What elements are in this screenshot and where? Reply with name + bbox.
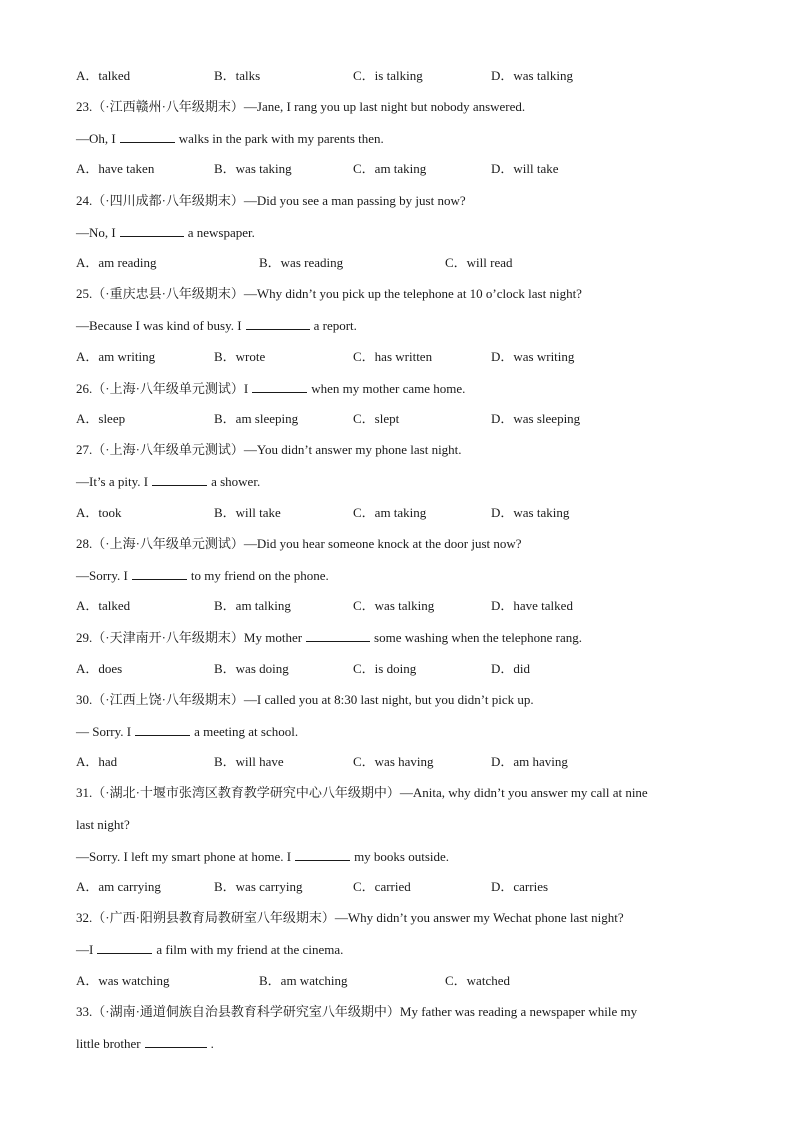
- question-text: 24.（·四川成都·八年级期末）—Did you see a man passing by just now?: [76, 193, 466, 208]
- answer-option[interactable]: B．talks: [214, 68, 261, 83]
- answer-option[interactable]: A．does: [76, 661, 123, 676]
- answer-blank[interactable]: [135, 723, 190, 736]
- answer-option[interactable]: B．wrote: [214, 349, 266, 364]
- answer-option[interactable]: C．carried: [353, 879, 411, 894]
- answer-option[interactable]: C．slept: [353, 411, 400, 426]
- text-after-blank: a newspaper.: [187, 225, 255, 240]
- answer-blank[interactable]: [252, 380, 307, 393]
- answer-option[interactable]: A．took: [76, 505, 122, 520]
- answer-option[interactable]: A．had: [76, 754, 118, 769]
- answer-option[interactable]: D．was taking: [491, 505, 570, 520]
- answer-option[interactable]: D．will take: [491, 161, 559, 176]
- answer-option[interactable]: D．was sleeping: [491, 411, 581, 426]
- question-line-with-blank: [76, 1035, 214, 1052]
- text-after-blank: a shower.: [211, 474, 261, 489]
- answer-option[interactable]: B．am sleeping: [214, 411, 299, 426]
- answer-option[interactable]: C．is doing: [353, 661, 417, 676]
- question-text: 33.（·湖南·通道侗族自治县教育科学研究室八年级期中）My father was reading a newspaper while my: [76, 1004, 638, 1019]
- text-after-blank: my books outside.: [354, 849, 450, 864]
- question-line-with-blank: [76, 723, 298, 740]
- question-text: last night?: [76, 817, 130, 832]
- answer-blank[interactable]: [145, 1035, 207, 1048]
- text-before-blank: little brother: [76, 1036, 141, 1051]
- answer-blank[interactable]: [120, 224, 184, 237]
- question-line-with-blank: [76, 130, 384, 147]
- answer-blank[interactable]: [306, 629, 370, 642]
- answer-option[interactable]: B．was doing: [214, 661, 289, 676]
- text-before-blank: —Sorry. I: [76, 568, 128, 583]
- answer-option[interactable]: B．am talking: [214, 598, 291, 613]
- answer-option[interactable]: A．talked: [76, 68, 131, 83]
- text-before-blank: —Oh, I: [76, 131, 116, 146]
- answer-option[interactable]: B．will have: [214, 754, 284, 769]
- question-text: 23.（·江西赣州·八年级期末）—Jane, I rang you up last night but nobody answered.: [76, 99, 526, 114]
- answer-option[interactable]: C．was talking: [353, 598, 435, 613]
- text-before-blank: —It’s a pity. I: [76, 474, 149, 489]
- text-after-blank: walks in the park with my parents then.: [178, 131, 384, 146]
- answer-blank[interactable]: [120, 130, 175, 143]
- answer-option[interactable]: C．is talking: [353, 68, 423, 83]
- answer-option[interactable]: A．was watching: [76, 973, 170, 988]
- text-after-blank: .: [210, 1036, 214, 1051]
- answer-option[interactable]: B．was reading: [259, 255, 344, 270]
- question-text: 31.（·湖北·十堰市张湾区教育教学研究中心八年级期中）—Anita, why didn’t you answer my call at nine: [76, 785, 648, 800]
- answer-blank[interactable]: [152, 473, 207, 486]
- question-line-with-blank: [76, 317, 357, 334]
- answer-option[interactable]: A．am reading: [76, 255, 157, 270]
- answer-option[interactable]: D．carries: [491, 879, 549, 894]
- question-line-with-blank: [76, 567, 329, 584]
- answer-blank[interactable]: [246, 317, 310, 330]
- answer-option[interactable]: C．am taking: [353, 161, 427, 176]
- answer-option[interactable]: B．was taking: [214, 161, 292, 176]
- answer-option[interactable]: D．am having: [491, 754, 568, 769]
- text-after-blank: a film with my friend at the cinema.: [156, 942, 344, 957]
- text-before-blank: —Because I was kind of busy. I: [76, 318, 242, 333]
- question-text: 30.（·江西上饶·八年级期末）—I called you at 8:30 last night, but you didn’t pick up.: [76, 692, 534, 707]
- answer-option[interactable]: B．was carrying: [214, 879, 303, 894]
- question-text: 27.（·上海·八年级单元测试）—You didn’t answer my phone last night.: [76, 442, 462, 457]
- answer-option[interactable]: D．was writing: [491, 349, 575, 364]
- answer-blank[interactable]: [97, 941, 152, 954]
- question-line-with-blank: [76, 380, 465, 397]
- answer-option[interactable]: D．was talking: [491, 68, 573, 83]
- question-line-with-blank: [76, 224, 255, 241]
- answer-option[interactable]: C．will read: [445, 255, 513, 270]
- text-before-blank: —No, I: [76, 225, 116, 240]
- question-text: 32.（·广西·阳朔县教育局教研室八年级期末）—Why didn’t you answer my Wechat phone last night?: [76, 910, 624, 925]
- answer-option[interactable]: C．watched: [445, 973, 510, 988]
- question-line-with-blank: [76, 473, 260, 490]
- answer-option[interactable]: B．am watching: [259, 973, 348, 988]
- answer-option[interactable]: A．am carrying: [76, 879, 161, 894]
- answer-option[interactable]: A．talked: [76, 598, 131, 613]
- question-text: 28.（·上海·八年级单元测试）—Did you hear someone knock at the door just now?: [76, 536, 522, 551]
- answer-blank[interactable]: [295, 848, 350, 861]
- answer-option[interactable]: C．am taking: [353, 505, 427, 520]
- text-before-blank: — Sorry. I: [76, 724, 132, 739]
- answer-option[interactable]: C．was having: [353, 754, 434, 769]
- question-line-with-blank: [76, 629, 582, 646]
- question-text: 25.（·重庆忠县·八年级期末）—Why didn’t you pick up the telephone at 10 o’clock last night?: [76, 286, 582, 301]
- answer-option[interactable]: B．will take: [214, 505, 281, 520]
- text-before-blank: —Sorry. I left my smart phone at home. I: [76, 849, 292, 864]
- text-before-blank: —I: [76, 942, 94, 957]
- text-after-blank: a report.: [313, 318, 357, 333]
- question-line-with-blank: [76, 941, 343, 958]
- answer-option[interactable]: A．am writing: [76, 349, 156, 364]
- answer-option[interactable]: C．has written: [353, 349, 433, 364]
- answer-option[interactable]: A．have taken: [76, 161, 155, 176]
- answer-blank[interactable]: [132, 567, 187, 580]
- text-before-blank: 29.（·天津南开·八年级期末）My mother: [76, 630, 303, 645]
- answer-option[interactable]: D．did: [491, 661, 531, 676]
- text-after-blank: a meeting at school.: [194, 724, 299, 739]
- text-after-blank: when my mother came home.: [311, 381, 466, 396]
- text-after-blank: to my friend on the phone.: [190, 568, 329, 583]
- question-line-with-blank: [76, 848, 449, 865]
- text-before-blank: 26.（·上海·八年级单元测试）I: [76, 381, 249, 396]
- answer-option[interactable]: D．have talked: [491, 598, 573, 613]
- text-after-blank: some washing when the telephone rang.: [374, 630, 582, 645]
- answer-option[interactable]: A．sleep: [76, 411, 126, 426]
